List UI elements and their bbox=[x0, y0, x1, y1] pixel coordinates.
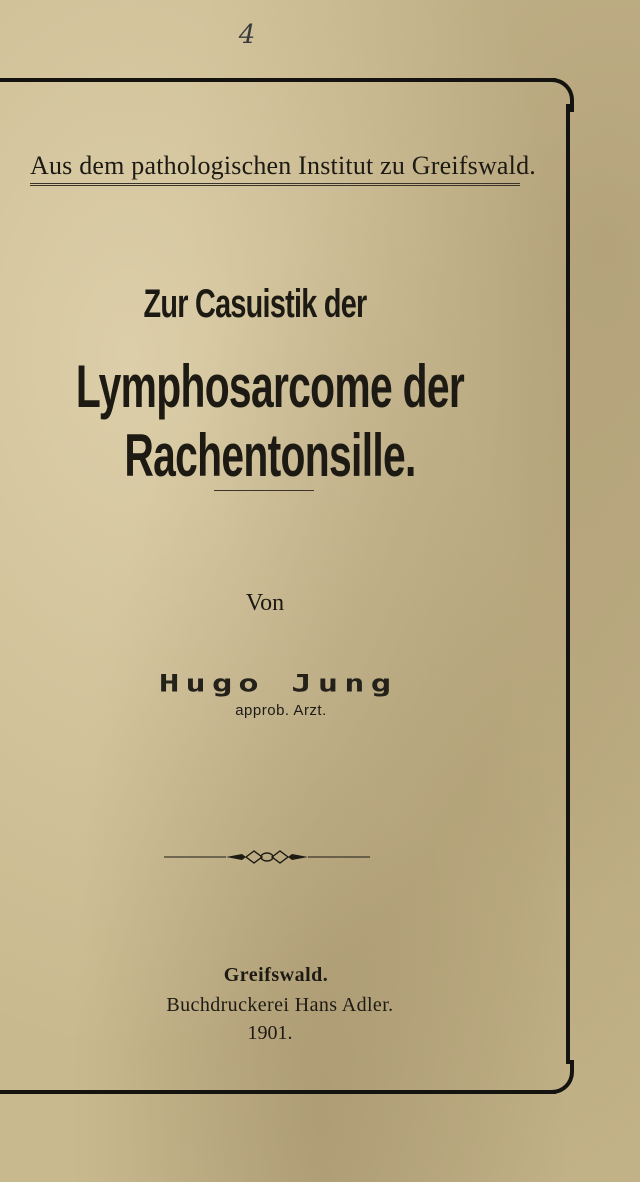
institute-heading: Aus dem pathologischen Institut zu Greifswald. bbox=[30, 151, 536, 180]
double-rule bbox=[30, 183, 520, 186]
frame-border-top bbox=[0, 78, 556, 82]
printer-name: Buchdruckerei Hans Adler. bbox=[166, 994, 394, 1016]
author-degree: approb. Arzt. bbox=[235, 702, 327, 719]
frame-corner-bottom bbox=[548, 1060, 574, 1094]
by-label: Von bbox=[245, 590, 285, 616]
title-line-1: Zur Casuistik der bbox=[143, 282, 367, 326]
author-name: Hugo Jung bbox=[158, 670, 398, 698]
frame-corner-top bbox=[548, 78, 574, 112]
frame-border-bottom bbox=[0, 1090, 556, 1094]
printer-ornament-divider-icon bbox=[164, 846, 370, 868]
title-divider bbox=[214, 490, 314, 491]
frame-border-right bbox=[566, 104, 570, 1064]
publication-year: 1901. bbox=[247, 1022, 293, 1044]
title-line-2: Lymphosarcome der Rachentonsille. bbox=[75, 353, 465, 489]
page-number: 4 bbox=[238, 20, 256, 50]
publication-place: Greifswald. bbox=[223, 964, 329, 986]
